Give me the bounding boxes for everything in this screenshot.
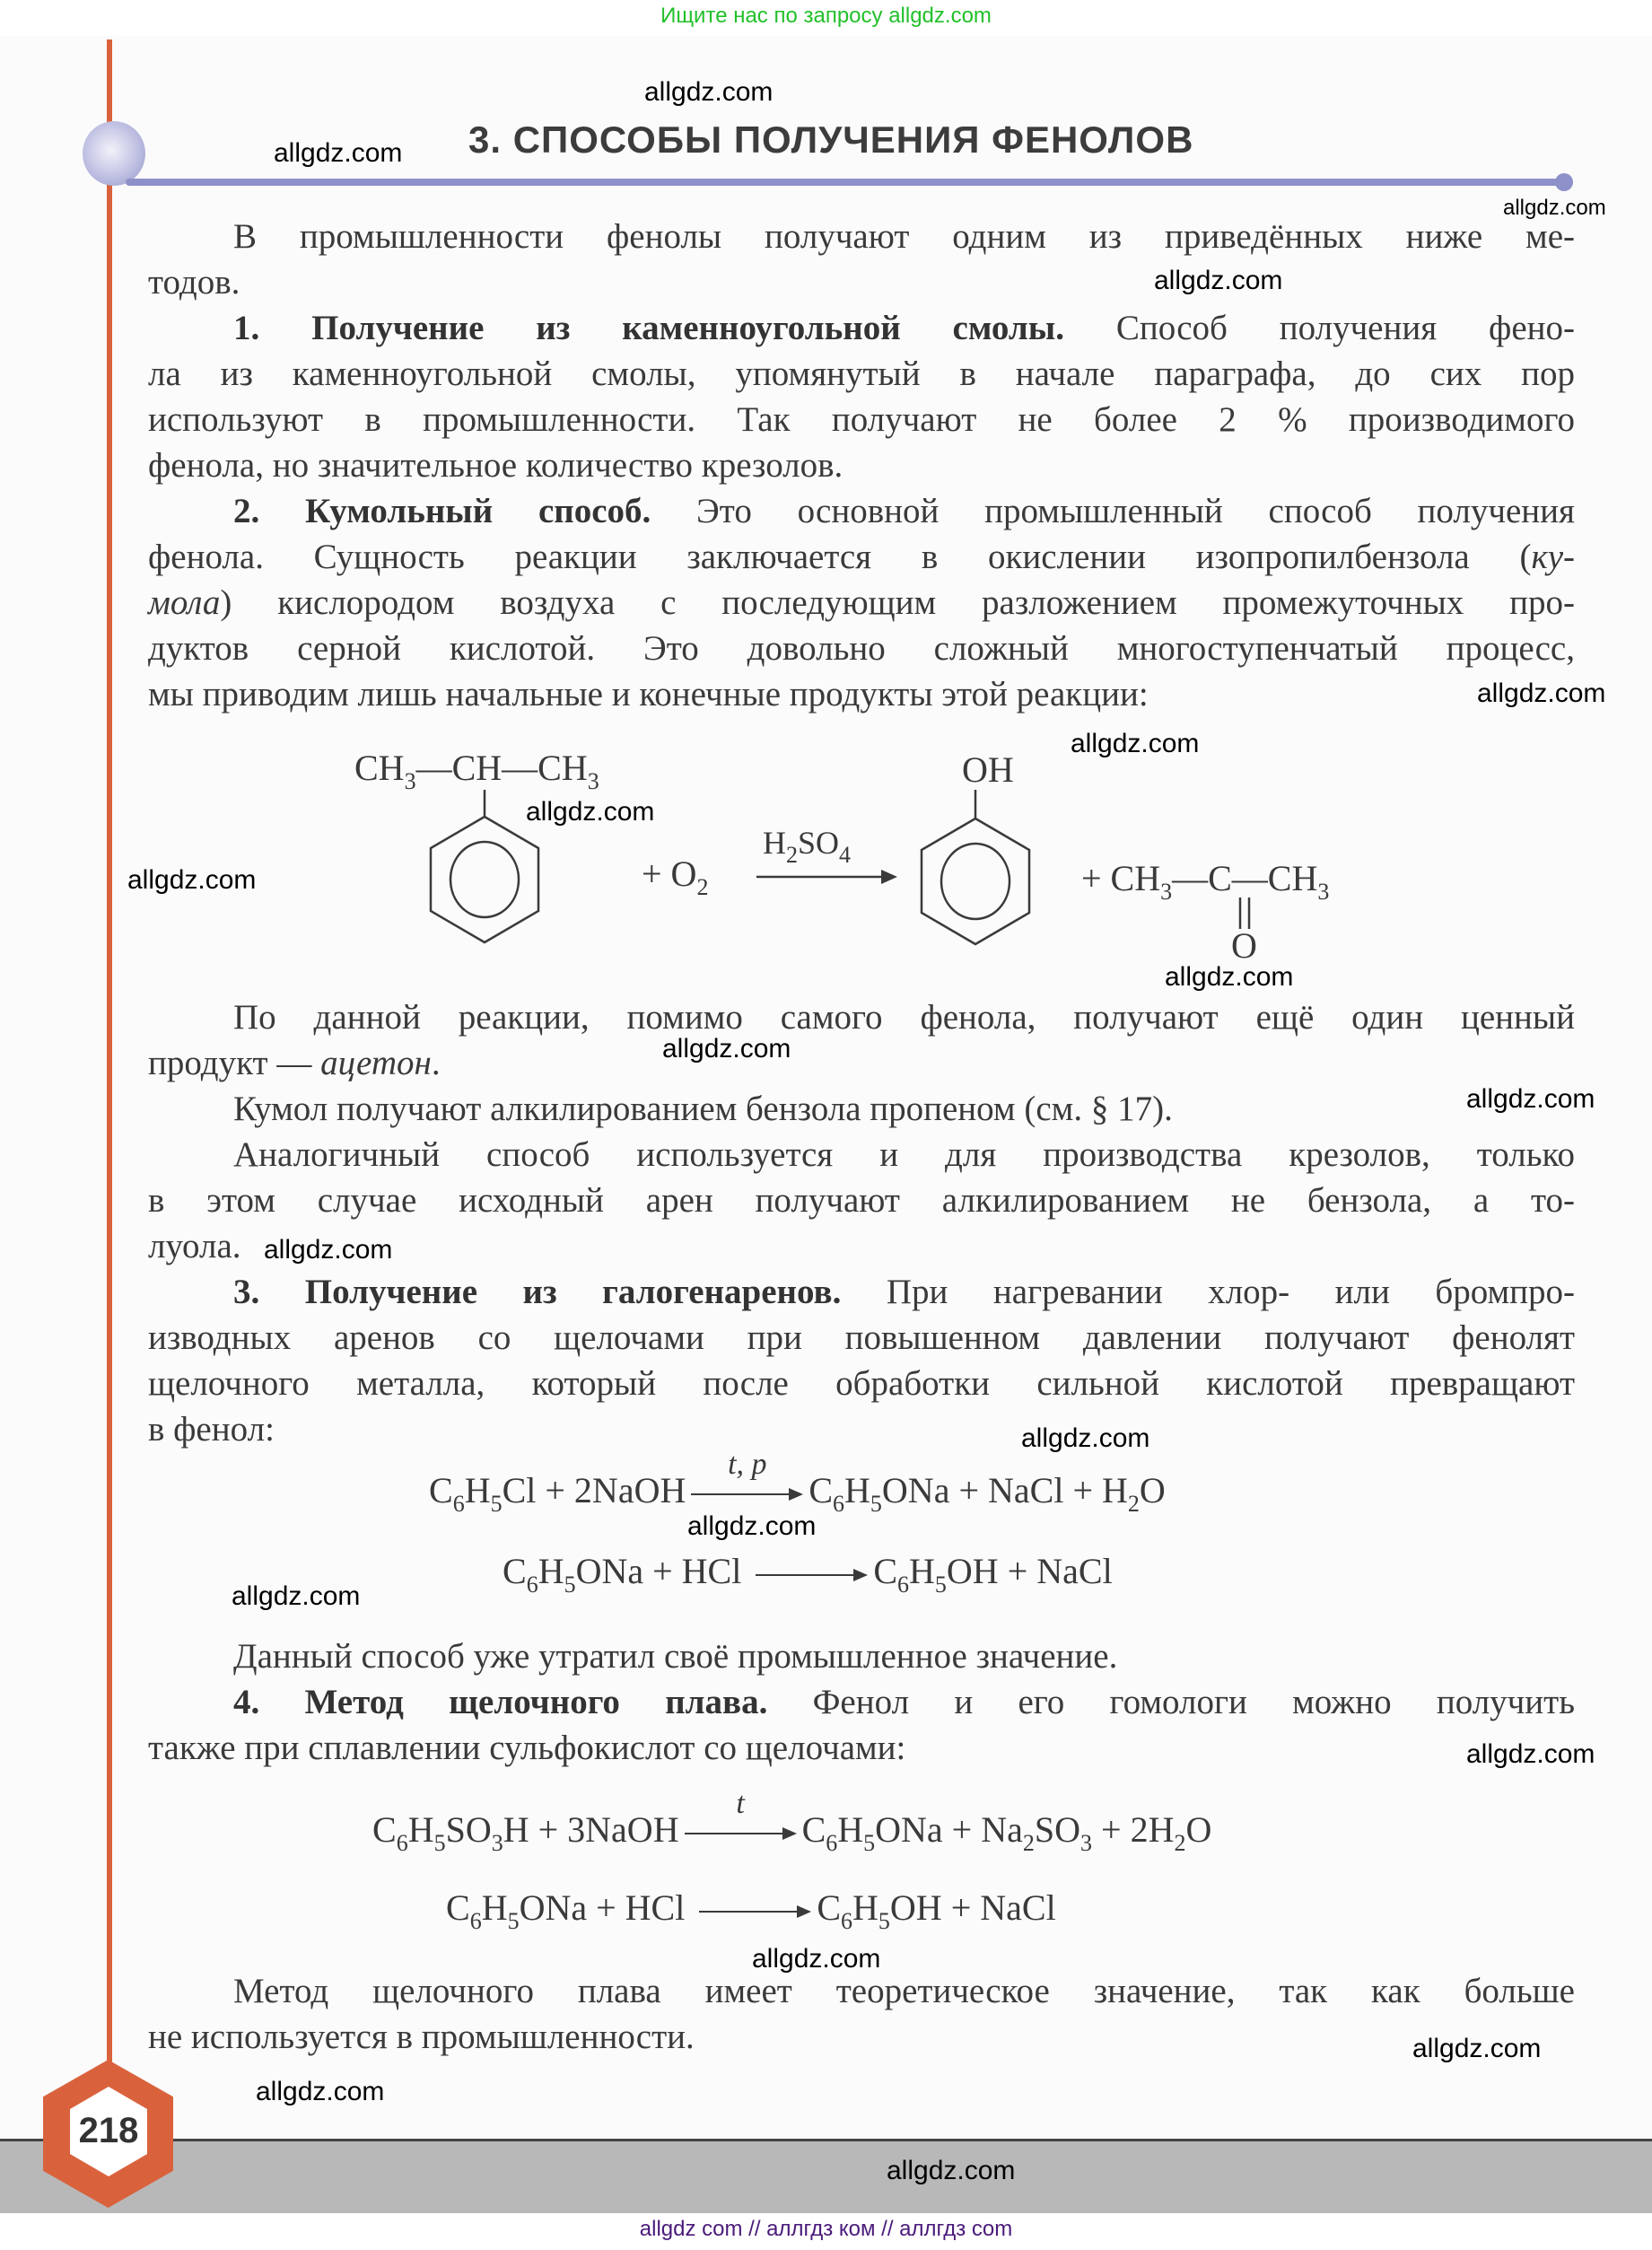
reaction-arrow-icon: t <box>685 1825 797 1843</box>
equation-3b: $C_6H_5ONa$ + HCl $C_6H_5OH$ + NaCl <box>503 1551 1113 1598</box>
watermark: allgdz.com <box>662 1034 791 1064</box>
italic-term-acetone: ацетон <box>320 1044 432 1082</box>
intro-line-1: В промышленности фенолы получают одним из приведённых ниже ме- <box>233 217 1575 256</box>
watermark: allgdz.com <box>1154 266 1283 295</box>
method-1-heading: 1. Получение из каменноугольной смолы. <box>233 309 1064 347</box>
watermark: allgdz.com <box>1165 962 1294 992</box>
text: Это основной промышленный способ получения <box>651 492 1575 530</box>
text: Фенол и его гомологи можно получить <box>767 1683 1575 1721</box>
section-title: 3. СПОСОБЫ ПОЛУЧЕНИЯ ФЕНОЛОВ <box>468 118 1194 161</box>
watermark: allgdz.com <box>526 797 655 827</box>
method-3-heading: 3. Получение из галогенаренов. <box>233 1273 842 1311</box>
italic-term: ку- <box>1531 538 1575 576</box>
text: При нагревании хлор- или бромпро- <box>841 1273 1576 1311</box>
watermark: allgdz.com <box>1503 196 1606 220</box>
watermark: allgdz.com <box>232 1581 361 1611</box>
method-3-line-1 <box>233 1271 1575 1314</box>
after-reaction-line-5: в этом случае исходный арен получают алкилированием не бензола, а то- <box>148 1181 1575 1220</box>
method-4-heading: 4. Метод щелочного плава. <box>233 1683 768 1721</box>
after-reaction-line-2 <box>148 1042 1575 1085</box>
cumene-side-chain: $CH_3—CH—CH_3$ <box>354 748 599 794</box>
text: ) кислородом воздуха с последующим разложением промежуточных про- <box>220 583 1575 622</box>
watermark: allgdz.com <box>264 1235 393 1265</box>
method-1-line-4: фенола, но значительное количество крезолов. <box>148 446 843 485</box>
after-reaction-line-6: луола. <box>148 1227 241 1265</box>
after-reaction-line-3: Кумол получают алкилированием бензола пропеном (см. § 17). <box>233 1090 1173 1128</box>
watermark: allgdz.com <box>752 1944 881 1974</box>
method-4-line-2: также при сплавлении сульфокислот со щелочами: <box>148 1729 906 1767</box>
watermark: allgdz.com <box>1412 2034 1542 2063</box>
watermark: allgdz.com <box>644 77 774 107</box>
method-3-line-4: в фенол: <box>148 1410 275 1449</box>
method-2-line-4: дуктов серной кислотой. Это довольно сложный многоступенчатый процесс, <box>148 629 1575 668</box>
method-3-line-2: изводных аренов со щелочами при повышенном давлении получают фенолят <box>148 1318 1575 1357</box>
watermark: allgdz.com <box>1477 679 1606 708</box>
method-2-line-5: мы приводим лишь начальные и конечные продукты этой реакции: <box>148 675 1149 714</box>
reaction-arrow-icon <box>756 1566 868 1584</box>
method-3-conclusion: Данный способ уже утратил своё промышленное значение. <box>233 1637 1118 1676</box>
watermark: allgdz.com <box>887 2156 1016 2185</box>
text: продукт — <box>148 1044 321 1082</box>
watermark: allgdz.com <box>1466 1084 1595 1114</box>
benzene-ring-icon <box>431 790 538 942</box>
watermark: allgdz.com <box>1466 1739 1595 1769</box>
text: Способ получения фено- <box>1063 309 1575 347</box>
oxygen-reactant: + $O_2$ <box>642 854 709 900</box>
hydroxyl-group: OH <box>962 749 1014 790</box>
text: . <box>431 1044 441 1082</box>
bottom-watermark-banner: allgdz com // аллгдз ком // аллгдз com <box>639 2217 1013 2241</box>
method-3-line-3: щелочного металла, который после обработки сильной кислотой превращают <box>148 1364 1575 1403</box>
text: фенола. Сущность реакции заключается в окислении изопропилбензола ( <box>148 538 1532 576</box>
watermark: allgdz.com <box>1021 1423 1150 1453</box>
after-reaction-line-1: По данной реакции, помимо самого фенола, получают ещё один ценный <box>233 998 1575 1037</box>
final-line-2: не используется в промышленности. <box>148 2018 695 2056</box>
reaction-arrow-icon: t, p <box>691 1485 803 1503</box>
watermark: allgdz.com <box>256 2077 385 2106</box>
method-2-heading: 2. Кумольный способ. <box>233 492 651 530</box>
page-number: 218 <box>78 2111 139 2150</box>
intro-line-2: тодов. <box>148 263 240 302</box>
after-reaction-line-4: Аналогичный способ используется и для производства крезолов, только <box>233 1135 1575 1174</box>
acetone-oxygen: O <box>1231 925 1257 966</box>
footer-band <box>0 2139 1652 2213</box>
phenol-ring-icon <box>922 790 1029 944</box>
method-4-line-1 <box>233 1681 1575 1724</box>
watermark: allgdz.com <box>127 865 257 895</box>
equation-4a: $C_6H_5SO_3H$ + 3NaOH t $C_6H_5ONa + Na_2SO_3 + 2H_2O$ <box>372 1786 1212 1856</box>
final-line-1: Метод щелочного плава имеет теоретическое значение, так как больше <box>233 1972 1575 2010</box>
method-1-line-3: используют в промышленности. Так получают не более 2 % производимого <box>148 400 1575 439</box>
catalyst-label: $H_2SO_4$ <box>763 825 852 868</box>
top-watermark-banner: Ищите нас по запросу allgdz.com <box>660 4 992 28</box>
watermark: allgdz.com <box>274 138 403 168</box>
equation-4b: $C_6H_5ONa$ + HCl $C_6H_5OH$ + NaCl <box>446 1887 1056 1934</box>
acetone-formula: + $CH_3—C—CH_3$ <box>1081 858 1330 905</box>
reaction-arrow-icon <box>699 1903 811 1921</box>
watermark: allgdz.com <box>1071 729 1200 758</box>
method-1-line-2: ла из каменноугольной смолы, упомянутый в начале параграфа, до сих пор <box>148 355 1575 393</box>
equation-3a: $C_6H_5Cl$ + 2NaOH t, p $C_6H_5ONa$ + NaCl + $H_2O$ <box>429 1447 1166 1517</box>
italic-term: мола <box>148 583 221 622</box>
watermark: allgdz.com <box>687 1511 817 1541</box>
